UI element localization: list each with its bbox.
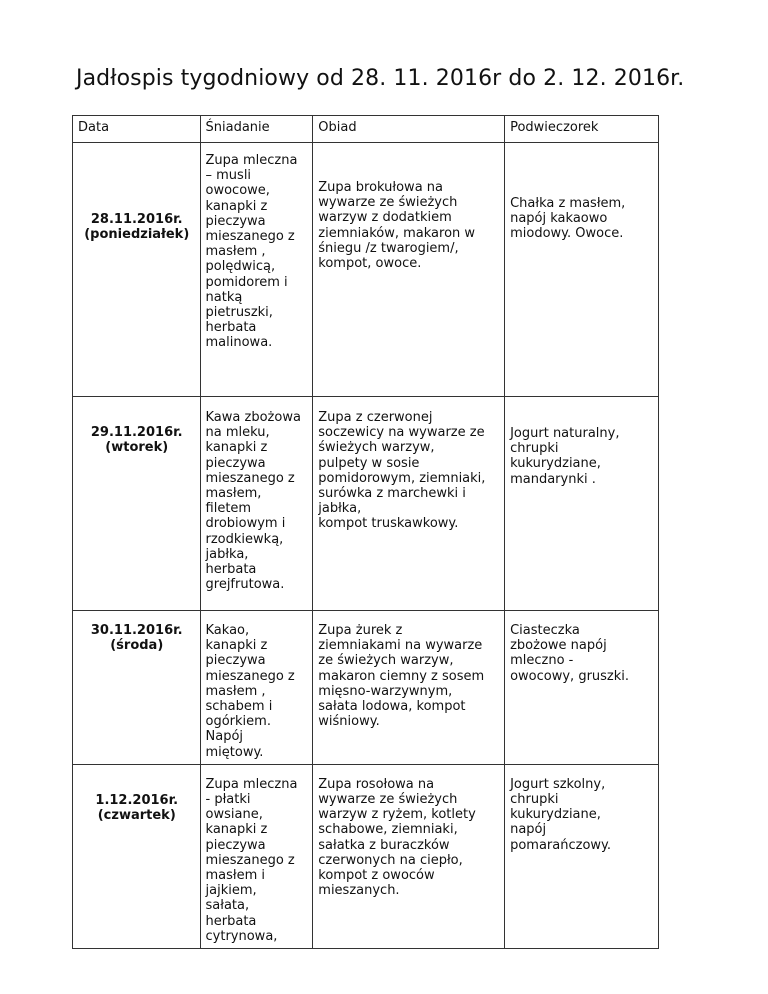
column-header-lunch: Obiad	[313, 116, 505, 143]
date-cell	[73, 764, 201, 948]
breakfast-line: filetem	[205, 501, 252, 517]
snack-cell	[505, 397, 659, 611]
breakfast-line: schabem i	[205, 699, 273, 715]
lunch-line: schabowe, ziemniaki,	[318, 822, 458, 838]
breakfast-line: pomidorem i	[205, 274, 288, 290]
snack-line: chrupki	[510, 792, 559, 808]
lunch-line: wywarze ze świeżych	[318, 195, 458, 211]
lunch-line: pulpety w sosie	[318, 455, 420, 471]
snack-line: kukurydziane,	[510, 456, 601, 472]
breakfast-line: ogórkiem.	[205, 714, 271, 730]
snack-cell	[505, 143, 659, 397]
lunch-line: sałata lodowa, kompot	[318, 699, 466, 715]
breakfast-line: na mleku,	[205, 425, 270, 441]
lunch-line: kompot truskawkowy.	[318, 516, 459, 532]
breakfast-cell	[200, 764, 313, 948]
breakfast-line: kanapki z	[205, 638, 268, 654]
breakfast-line: – musli	[205, 168, 252, 184]
breakfast-line: herbata	[205, 562, 257, 578]
breakfast-line: Zupa mleczna	[205, 776, 298, 792]
breakfast-line: Zupa mleczna	[205, 153, 298, 168]
lunch-line: Zupa z czerwonej	[318, 410, 433, 425]
breakfast-line: masłem,	[205, 486, 262, 502]
column-header-date: Data	[73, 116, 201, 143]
breakfast-line: miętowy.	[205, 744, 264, 760]
date-cell	[73, 611, 201, 765]
snack-line: napój	[510, 822, 547, 838]
lunch-line: pomidorowym, ziemniaki,	[318, 470, 486, 486]
snack-line: chrupki	[510, 441, 559, 457]
lunch-line: kompot z owoców	[318, 868, 435, 884]
lunch-line: soczewicy na wywarze ze	[318, 425, 485, 441]
breakfast-line: malinowa.	[205, 335, 273, 351]
breakfast-line: cytrynowa,	[205, 928, 278, 944]
lunch-line: mieszanych.	[318, 883, 400, 899]
lunch-line: warzyw z dodatkiem	[318, 210, 452, 226]
breakfast-line: mieszanego z	[205, 668, 295, 684]
breakfast-line: masłem i	[205, 868, 266, 884]
breakfast-line: Kawa zbożowa	[205, 410, 301, 425]
breakfast-line: drobiowym i	[205, 516, 286, 532]
date-text: 1.12.2016r.	[95, 792, 179, 808]
breakfast-cell	[200, 397, 313, 611]
snack-line: Jogurt naturalny,	[510, 426, 620, 441]
lunch-cell	[313, 143, 505, 397]
lunch-line: ze świeżych warzyw,	[318, 653, 454, 669]
snack-line: mleczno -	[510, 653, 574, 669]
table-row	[73, 611, 659, 765]
breakfast-line: grejfrutowa.	[205, 577, 285, 593]
weekday-text: (środa)	[110, 638, 164, 654]
weekday-text: (czwartek)	[97, 808, 176, 824]
breakfast-cell	[200, 143, 313, 397]
lunch-line: mięsno-warzywnym,	[318, 683, 453, 699]
lunch-line: surówka z marchewki i	[318, 486, 466, 502]
date-cell	[73, 143, 201, 397]
snack-line: zbożowe napój	[510, 638, 607, 654]
lunch-line: Zupa rosołowa na	[318, 776, 435, 792]
lunch-line: świeżych warzyw,	[318, 440, 435, 456]
breakfast-line: herbata	[205, 913, 257, 929]
date-cell	[73, 397, 201, 611]
column-header-snack: Podwieczorek	[505, 116, 659, 143]
table-row	[73, 397, 659, 611]
snack-line: Jogurt szkolny,	[510, 776, 606, 792]
snack-line: owocowy, gruszki.	[510, 668, 630, 684]
breakfast-line: pieczywa	[205, 653, 266, 669]
breakfast-line: pieczywa	[205, 837, 266, 853]
page-title: Jadłospis tygodniowy od 28. 11. 2016r do 2. 12. 2016r.	[76, 66, 685, 91]
lunch-line: jabłka,	[318, 501, 362, 517]
lunch-line: wywarze ze świeżych	[318, 792, 458, 808]
breakfast-line: owocowe,	[205, 183, 270, 199]
lunch-line: sałatka z buraczków	[318, 837, 450, 853]
snack-line: mandarynki .	[510, 471, 596, 487]
lunch-line: kompot, owoce.	[318, 256, 422, 272]
header-row	[73, 116, 659, 143]
breakfast-line: Kakao,	[205, 623, 250, 638]
lunch-line: Zupa żurek z	[318, 623, 403, 638]
snack-line: Chałka z masłem,	[510, 196, 626, 211]
breakfast-line: natką	[205, 289, 243, 305]
weekday-text: (wtorek)	[105, 440, 169, 456]
lunch-line: ziemniaków, makaron w	[318, 225, 476, 241]
breakfast-line: kanapki z	[205, 822, 268, 838]
lunch-cell	[313, 764, 505, 948]
breakfast-line: owsiane,	[205, 807, 263, 823]
date-text: 30.11.2016r.	[90, 623, 183, 638]
snack-cell	[505, 611, 659, 765]
snack-line: Ciasteczka	[510, 623, 580, 638]
lunch-line: ziemniakami na wywarze	[318, 638, 483, 654]
lunch-cell	[313, 397, 505, 611]
breakfast-line: pieczywa	[205, 455, 266, 471]
breakfast-line: sałata,	[205, 898, 250, 914]
snack-line: pomarańczowy.	[510, 837, 612, 853]
breakfast-line: masłem ,	[205, 683, 266, 699]
breakfast-line: pietruszki,	[205, 305, 273, 321]
breakfast-line: jabłka,	[205, 546, 249, 562]
breakfast-line: kanapki z	[205, 440, 268, 456]
snack-line: kukurydziane,	[510, 807, 601, 823]
breakfast-line: pieczywa	[205, 213, 266, 229]
breakfast-line: mieszanego z	[205, 470, 295, 486]
lunch-line: Zupa brokułowa na	[318, 180, 443, 195]
lunch-line: makaron ciemny z sosem	[318, 668, 485, 684]
breakfast-line: kanapki z	[205, 198, 268, 214]
breakfast-line: masłem ,	[205, 244, 266, 260]
snack-cell	[505, 764, 659, 948]
breakfast-line: mieszanego z	[205, 852, 295, 868]
breakfast-line: rzodkiewką,	[205, 531, 284, 547]
column-header-breakfast: Śniadanie	[200, 116, 313, 143]
breakfast-line: jajkiem,	[205, 883, 257, 899]
breakfast-line: - płatki	[205, 792, 251, 808]
lunch-line: wiśniowy.	[318, 714, 380, 730]
breakfast-line: herbata	[205, 320, 257, 336]
breakfast-cell	[200, 611, 313, 765]
table-row	[73, 764, 659, 948]
menu-table	[72, 115, 659, 949]
breakfast-line: polędwicą,	[205, 259, 276, 275]
weekday-text: (poniedziałek)	[84, 227, 190, 243]
lunch-line: warzyw z ryżem, kotlety	[318, 807, 476, 823]
snack-line: miodowy. Owoce.	[510, 226, 624, 242]
breakfast-line: Napój	[205, 729, 244, 745]
table-row	[73, 143, 659, 397]
lunch-line: śniegu /z twarogiem/,	[318, 240, 459, 256]
lunch-cell	[313, 611, 505, 765]
lunch-line: czerwonych na ciepło,	[318, 852, 463, 868]
breakfast-line: mieszanego z	[205, 229, 295, 245]
snack-line: napój kakaowo	[510, 211, 608, 227]
date-text: 28.11.2016r.	[90, 212, 183, 227]
date-text: 29.11.2016r.	[90, 425, 183, 440]
